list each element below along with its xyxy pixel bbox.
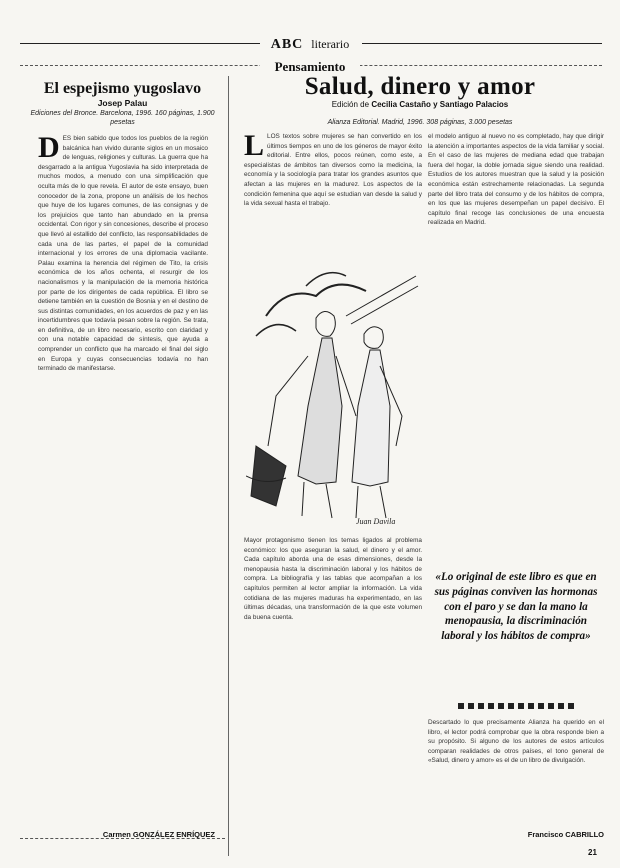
right-article-title: Salud, dinero y amor [304,73,536,100]
left-article-title: El espejismo yugoslavo [43,80,202,97]
left-article-body [38,134,208,804]
dropcap-d: D [38,134,60,164]
left-article-biblio: Ediciones del Bronce. Barcelona, 1996. 160 páginas, 1.900 pesetas [30,110,215,126]
right-article-text-c: el modelo antiguo al nuevo no es completado, hay que dirigir la atención a importantes aspectos de la vida familiar y social. En el caso de las mujeres de mediana edad que trabajan fuera del hogar, la doble jornada sigue siendo una realidad. Estudios de los autores muestran que la salud y la posición económica están estrechamente relacionadas. La segunda parte del libro trata del consumo y de los hábitos de compra, en los que las mujeres desempeñan un papel decisivo. El capítulo final recoge las conclusiones de una encuesta realizada en Madrid. [428,133,604,227]
left-article-signature: Carmen GONZÁLEZ ENRÍQUEZ [102,830,215,839]
right-article-body-c [428,132,604,562]
page-header [0,35,620,53]
dropcap-l: L [244,132,265,162]
quote-ornament [452,700,582,712]
right-article-editors [240,100,600,109]
right-article-text-d: Descartado lo que precisamente Alianza ha querido en el libro, el lector podrá comprobar que la obra responde bien a su propósito. Si alguno de los autores de estos artículos comparan realidades de otros países, el tono general de «Salud, dinero y amor» es el de un libro de divulgación. [428,719,604,765]
right-article-text-a: LOS textos sobre mujeres se han convertido en los últimos tiempos en uno de los géneros de mayor éxito editorial. Entre ellos, pocos reúnen, como este, a especialistas de ámbitos tan diversos como la medicina, la economía y la sociología para tratar los grandes asuntos que afectan a las mujeres en la madurez. Los aspectos de la condición femenina que aquí se estudian van desde la salud y la vida sexual hasta el trabajo. [244,133,422,208]
editors-prefix: Edición de [331,100,370,109]
page-number: 21 [588,848,597,857]
editors-names: Cecilia Castaño y Santiago Palacios [371,100,509,109]
header-section: literario [311,37,350,51]
section-label: Pensamiento [260,59,360,75]
column-divider [228,76,229,856]
right-article-body-b [244,536,422,821]
right-article-body-d [428,718,604,818]
left-article-author: Josep Palau [97,98,148,108]
header-brand: ABC [270,37,304,52]
illustration-signature: Juan Davila [356,517,396,526]
illustration-two-women [246,246,420,530]
right-article-body-a [244,132,422,242]
pull-quote: «Lo original de este libro es que en sus páginas conviven las hormonas con el paro y se dan la mano la menopausia, la discriminación laboral y los hábitos de compra» [434,571,598,643]
right-article-signature: Francisco CABRILLO [527,830,604,839]
right-article-text-b: Mayor protagonismo tienen los temas ligados al problema económico: los que aseguran la salud, el dinero y el amor. Cada capítulo aborda una de esas dimensiones, desde la menopausia hasta la discriminación laboral y los hábitos de compra. La bibliografía y las tablas que acompañan a los capítulos permiten al lector ampliar la información. La vida cotidiana de las mujeres maduras ha experimentado, en las últimas décadas, una transformación de la que este volumen da buena cuenta. [244,537,422,621]
right-article-biblio: Alianza Editorial. Madrid, 1996. 308 páginas, 3.000 pesetas [327,119,513,126]
left-article-text: ES bien sabido que todos los pueblos de la región balcánica han vivido durante siglos en un mosaico de lenguas, religiones y culturas. La guerra que ha desgarrado a la antigua Yugoslavia ha sido interpretada de muchos modos, a menudo con una simplificación que oculta más de lo que revela. El autor de este ensayo, buen conocedor de la zona, propone un análisis de los hechos que huye de los lugares comunes, de las consignas y de los prejuicios que tanto han abundado en la prensa occidental. Con rigor y sin concesiones, describe el proceso que llevó al estallido del conflicto, las responsabilidades de cada una de las partes, el papel de la comunidad internacional y los errores de una diplomacia vacilante. Palau examina la herencia del régimen de Tito, la crisis económica de los años ochenta, el resurgir de los nacionalismos y la manipulación de la memoria histórica por parte de los dirigentes de cada república. El libro se detiene también en la cuestión de Bosnia y en el destino de sus distintas comunidades, en los acuerdos de paz y en las incertidumbres que todavía pesan sobre la región. Se trata, en definitiva, de un libro necesario, escrito con claridad y con una notable capacidad de síntesis, que ayuda a comprender un conflicto que ha marcado el final del siglo en Europa y cuyas consecuencias todavía no han terminado de manifestarse. [38,135,208,373]
